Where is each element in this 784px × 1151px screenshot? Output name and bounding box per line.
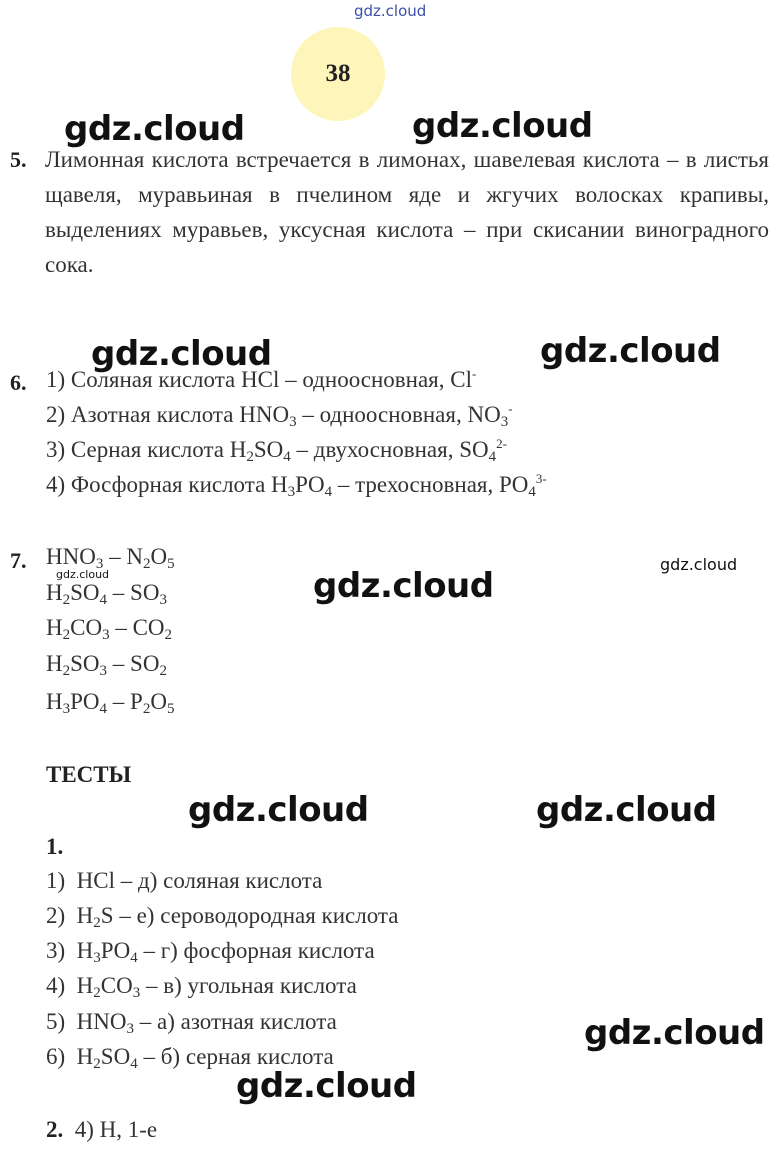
watermark: gdz.cloud — [188, 790, 369, 830]
task-5-number: 5. — [10, 147, 27, 172]
test-1-item-5: 5) $HNO_3 - а$) азотная кислота — [46, 1009, 337, 1037]
task-7-row-4: $H_2SO_3 - SO_2$ — [46, 651, 167, 679]
task-7-number: 7. — [10, 548, 27, 573]
task-5-text: Лимонная кислота встречается в лимонах, шавелевая кислота – в листья щавеля, муравьиная в пчелином яде и жгучих волосках крапивы, выделениях муравьев, уксусная кислота – при скисании виноградного сока. — [45, 147, 769, 277]
watermark-tiny: gdz.cloud — [56, 568, 110, 581]
test-1-item-3: 3) $H_3PO_4 - г$) фосфорная кислота — [46, 938, 375, 966]
watermark: gdz.cloud — [64, 109, 245, 149]
watermark: gdz.cloud — [91, 334, 272, 374]
task-6-line-4: 4) Фосфорная кислота $H_3PO_4$ – трехосновная, $PO_4^{3-}$ — [46, 471, 547, 500]
task-6-line-1: 1) Соляная кислота HCl – одноосновная, Cl- — [46, 366, 477, 392]
watermark-small: gdz.cloud — [660, 555, 738, 574]
test-2-number: 2. — [46, 1117, 64, 1142]
watermark: gdz.cloud — [313, 566, 494, 606]
page-number-badge — [291, 27, 385, 121]
test-2-answer: 4) H, 1-e — [74, 1117, 158, 1142]
test-1-item-4: 4) $H_2CO_3 - в$) угольная кислота — [46, 973, 357, 1001]
task-7-row-3: $H_2CO_3 - CO_2$ — [46, 615, 173, 643]
test-2 — [46, 1117, 157, 1143]
watermark: gdz.cloud — [536, 790, 717, 830]
test-1-item-1: 1) HCl – д) соляная кислота — [46, 868, 323, 893]
watermark: gdz.cloud — [584, 1013, 765, 1053]
test-1-item-6: 6) $H_2SO_4 - б$) серная кислота — [46, 1044, 334, 1072]
task-7-row-2: $H_2SO_4 - SO_3$ — [46, 580, 167, 608]
task-7-row-1: $HNO_3 - N_2O_5$ — [46, 544, 175, 572]
task-6-line-3: 3) Серная кислота $H_2SO_4$ – двухосновная, $SO_4^{2-}$ — [46, 436, 507, 465]
task-7-row-5: $H_3PO_4 - P_2O_5$ — [46, 689, 175, 717]
page-number: 38 — [325, 60, 351, 87]
watermark: gdz.cloud — [540, 331, 721, 371]
test-1-number: 1. — [46, 834, 64, 859]
task-6-line-2: 2) Азотная кислота $HNO_3$ – одноосновная, $NO_3^-$ — [46, 401, 513, 430]
watermark-top: gdz.cloud — [354, 2, 427, 20]
tests-heading: ТЕСТЫ — [46, 762, 132, 787]
watermark: gdz.cloud — [236, 1066, 417, 1106]
task-6-number: 6. — [10, 370, 27, 395]
test-1-item-2: 2) $H_2S - е$) сероводородная кислота — [46, 903, 399, 931]
watermark: gdz.cloud — [412, 106, 593, 146]
